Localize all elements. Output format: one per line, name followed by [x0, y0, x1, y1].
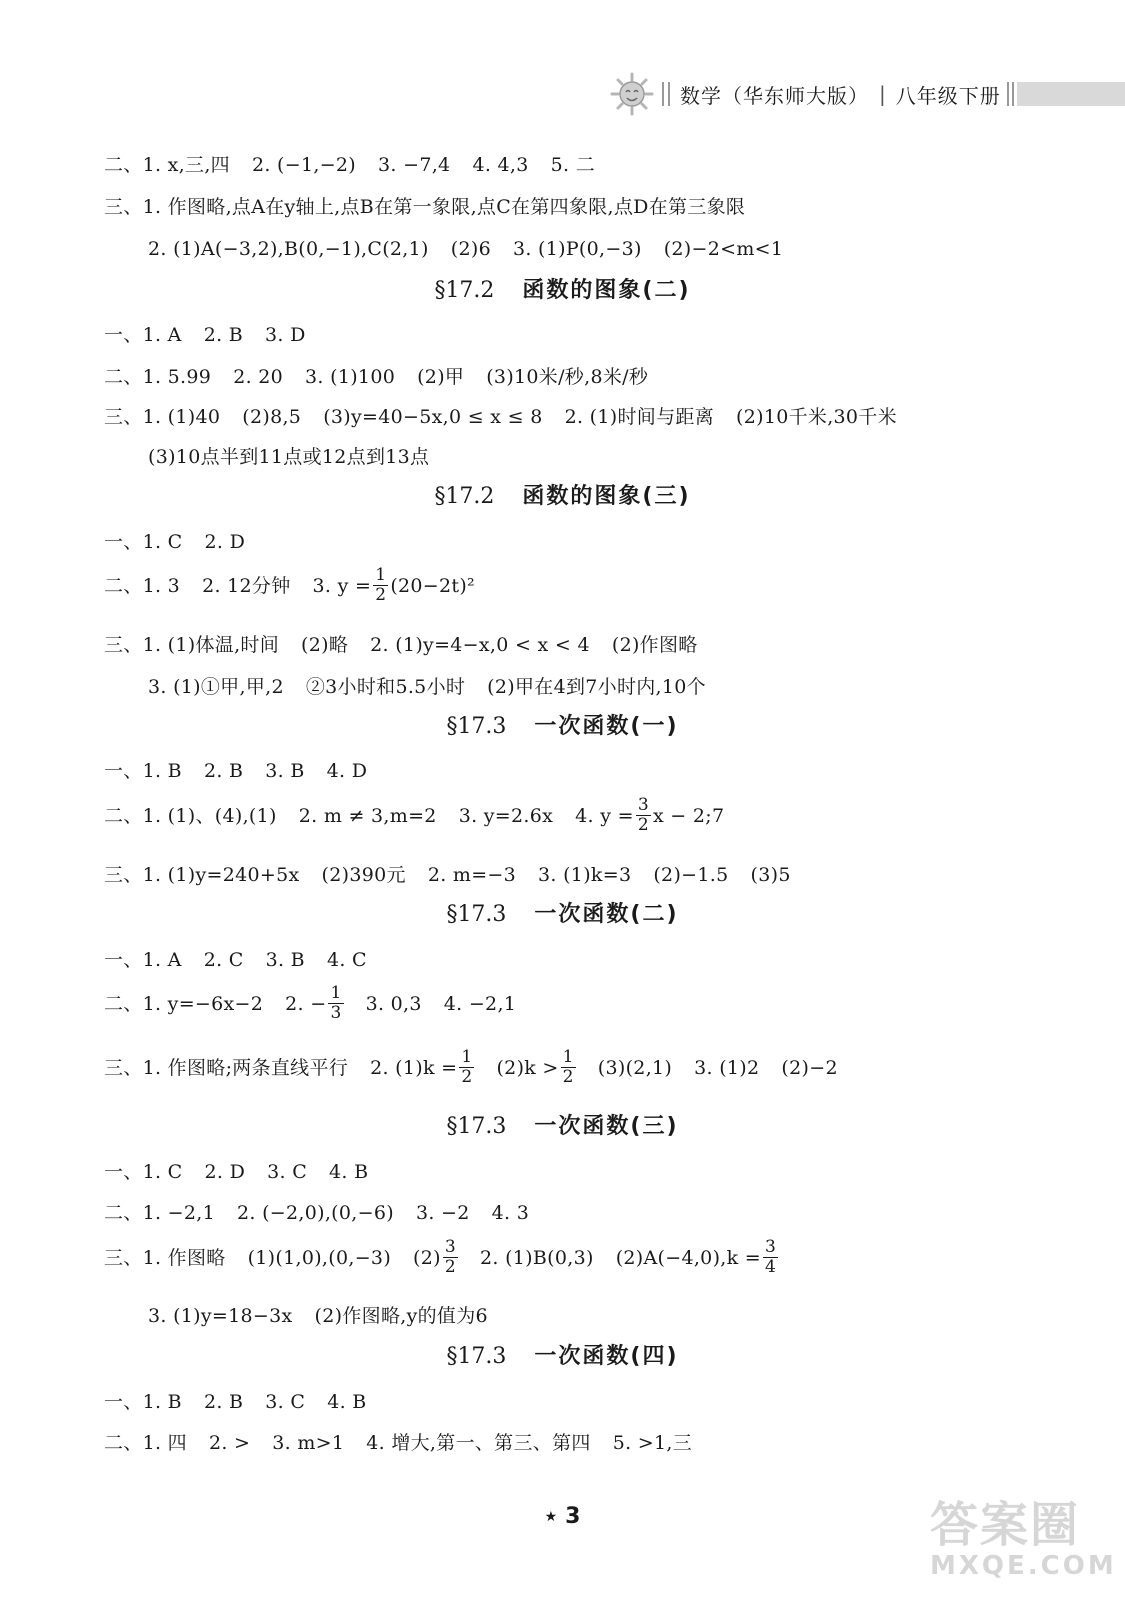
answer-line: 二、1. 3 2. 12分钟 3. y = $\frac{1}{2}$ (20−2t)² — [104, 565, 475, 605]
section-heading: §17.2 函数的图象(三) — [434, 484, 691, 509]
answer-line: 三、1. 作图略 (1)(1,0),(0,−3) (2) $\frac{3}{2}$ 2. (1)B(0,3) (2)A(−4,0),k = $\frac{3}{4}$ — [104, 1237, 777, 1277]
answer-line: 一、1. C 2. D 3. C 4. B — [104, 1161, 369, 1183]
watermark-logo: 答案圈 MXQE.COM — [930, 1497, 1117, 1581]
sun-mascot-icon — [610, 72, 654, 116]
header-gray-bar — [1007, 82, 1125, 106]
section-heading: §17.2 函数的图象(二) — [434, 278, 691, 303]
answer-line: 二、1. −2,1 2. (−2,0),(0,−6) 3. −2 4. 3 — [104, 1202, 530, 1224]
answer-line: (3)10点半到11点或12点到13点 — [148, 446, 430, 468]
answer-line: 一、1. A 2. B 3. D — [104, 324, 306, 346]
answer-line: 二、1. 四 2. > 3. m>1 4. 增大,第一、第三、第四 5. >1,三 — [104, 1432, 693, 1454]
fraction-one-half: $\frac{1}{2}$ — [562, 1047, 574, 1087]
fraction-one-half: $\frac{1}{2}$ — [461, 1047, 473, 1087]
page-number: 3 — [565, 1504, 581, 1529]
answer-line: 三、1. 作图略;两条直线平行 2. (1)k = $\frac{1}{2}$ (2)k > $\frac{1}{2}$ (3)(2,1) 3. (1)2 (2)−2 — [104, 1047, 838, 1087]
fraction-one-half: $\frac{1}{2}$ — [375, 565, 387, 605]
section-heading: §17.3 一次函数(一) — [446, 714, 679, 739]
fraction-one-third: $\frac{1}{3}$ — [330, 983, 342, 1023]
answer-line: 三、1. (1)40 (2)8,5 (3)y=40−5x,0 ≤ x ≤ 8 2. (1)时间与距离 (2)10千米,30千米 — [104, 406, 897, 428]
answer-line: 一、1. A 2. C 3. B 4. C — [104, 949, 367, 971]
book-title: 数学（华东师大版） — [680, 83, 869, 108]
book-grade: 八年级下册 — [895, 83, 1001, 108]
section-heading: §17.3 一次函数(四) — [446, 1344, 679, 1369]
answer-line: 二、1. y=−6x−2 2. − $\frac{1}{3}$ 3. 0,3 4. −2,1 — [104, 983, 517, 1023]
answer-line: 一、1. B 2. B 3. C 4. B — [104, 1391, 367, 1413]
answer-line: 三、1. (1)体温,时间 (2)略 2. (1)y=4−x,0 < x < 4 (2)作图略 — [104, 634, 698, 656]
fraction-three-halves: $\frac{3}{2}$ — [444, 1237, 456, 1277]
answer-line: 2. (1)A(−3,2),B(0,−1),C(2,1) (2)6 3. (1)P(0,−3) (2)−2<m<1 — [148, 238, 784, 260]
fraction-three-quarters: $\frac{3}{4}$ — [765, 1237, 777, 1277]
fraction-three-halves: $\frac{3}{2}$ — [637, 795, 649, 835]
answer-line: 二、1. (1)、(4),(1) 2. m ≠ 3,m=2 3. y=2.6x 4. y = $\frac{3}{2}$ x − 2;7 — [104, 795, 725, 835]
answer-line: 一、1. C 2. D — [104, 531, 246, 553]
answer-line: 三、1. 作图略,点A在y轴上,点B在第一象限,点C在第四象限,点D在第三象限 — [104, 196, 746, 218]
answer-line: 一、1. B 2. B 3. B 4. D — [104, 760, 368, 782]
answer-line: 二、1. x,三,四 2. (−1,−2) 3. −7,4 4. 4,3 5. 二 — [104, 154, 595, 176]
section-heading: §17.3 一次函数(二) — [446, 902, 679, 927]
answer-line: 3. (1)①甲,甲,2 ②3小时和5.5小时 (2)甲在4到7小时内,10个 — [148, 676, 706, 698]
answer-line: 3. (1)y=18−3x (2)作图略,y的值为6 — [148, 1305, 488, 1327]
page-header — [610, 70, 1125, 118]
answer-line: 三、1. (1)y=240+5x (2)390元 2. m=−3 3. (1)k=3 (2)−1.5 (3)5 — [104, 864, 791, 886]
header-divider-bars — [662, 82, 670, 106]
answer-line: 二、1. 5.99 2. 20 3. (1)100 (2)甲 (3)10米/秒,8米/秒 — [104, 366, 649, 388]
star-icon: ★ — [544, 1509, 558, 1525]
header-separator: | — [879, 82, 886, 106]
section-heading: §17.3 一次函数(三) — [446, 1114, 679, 1139]
